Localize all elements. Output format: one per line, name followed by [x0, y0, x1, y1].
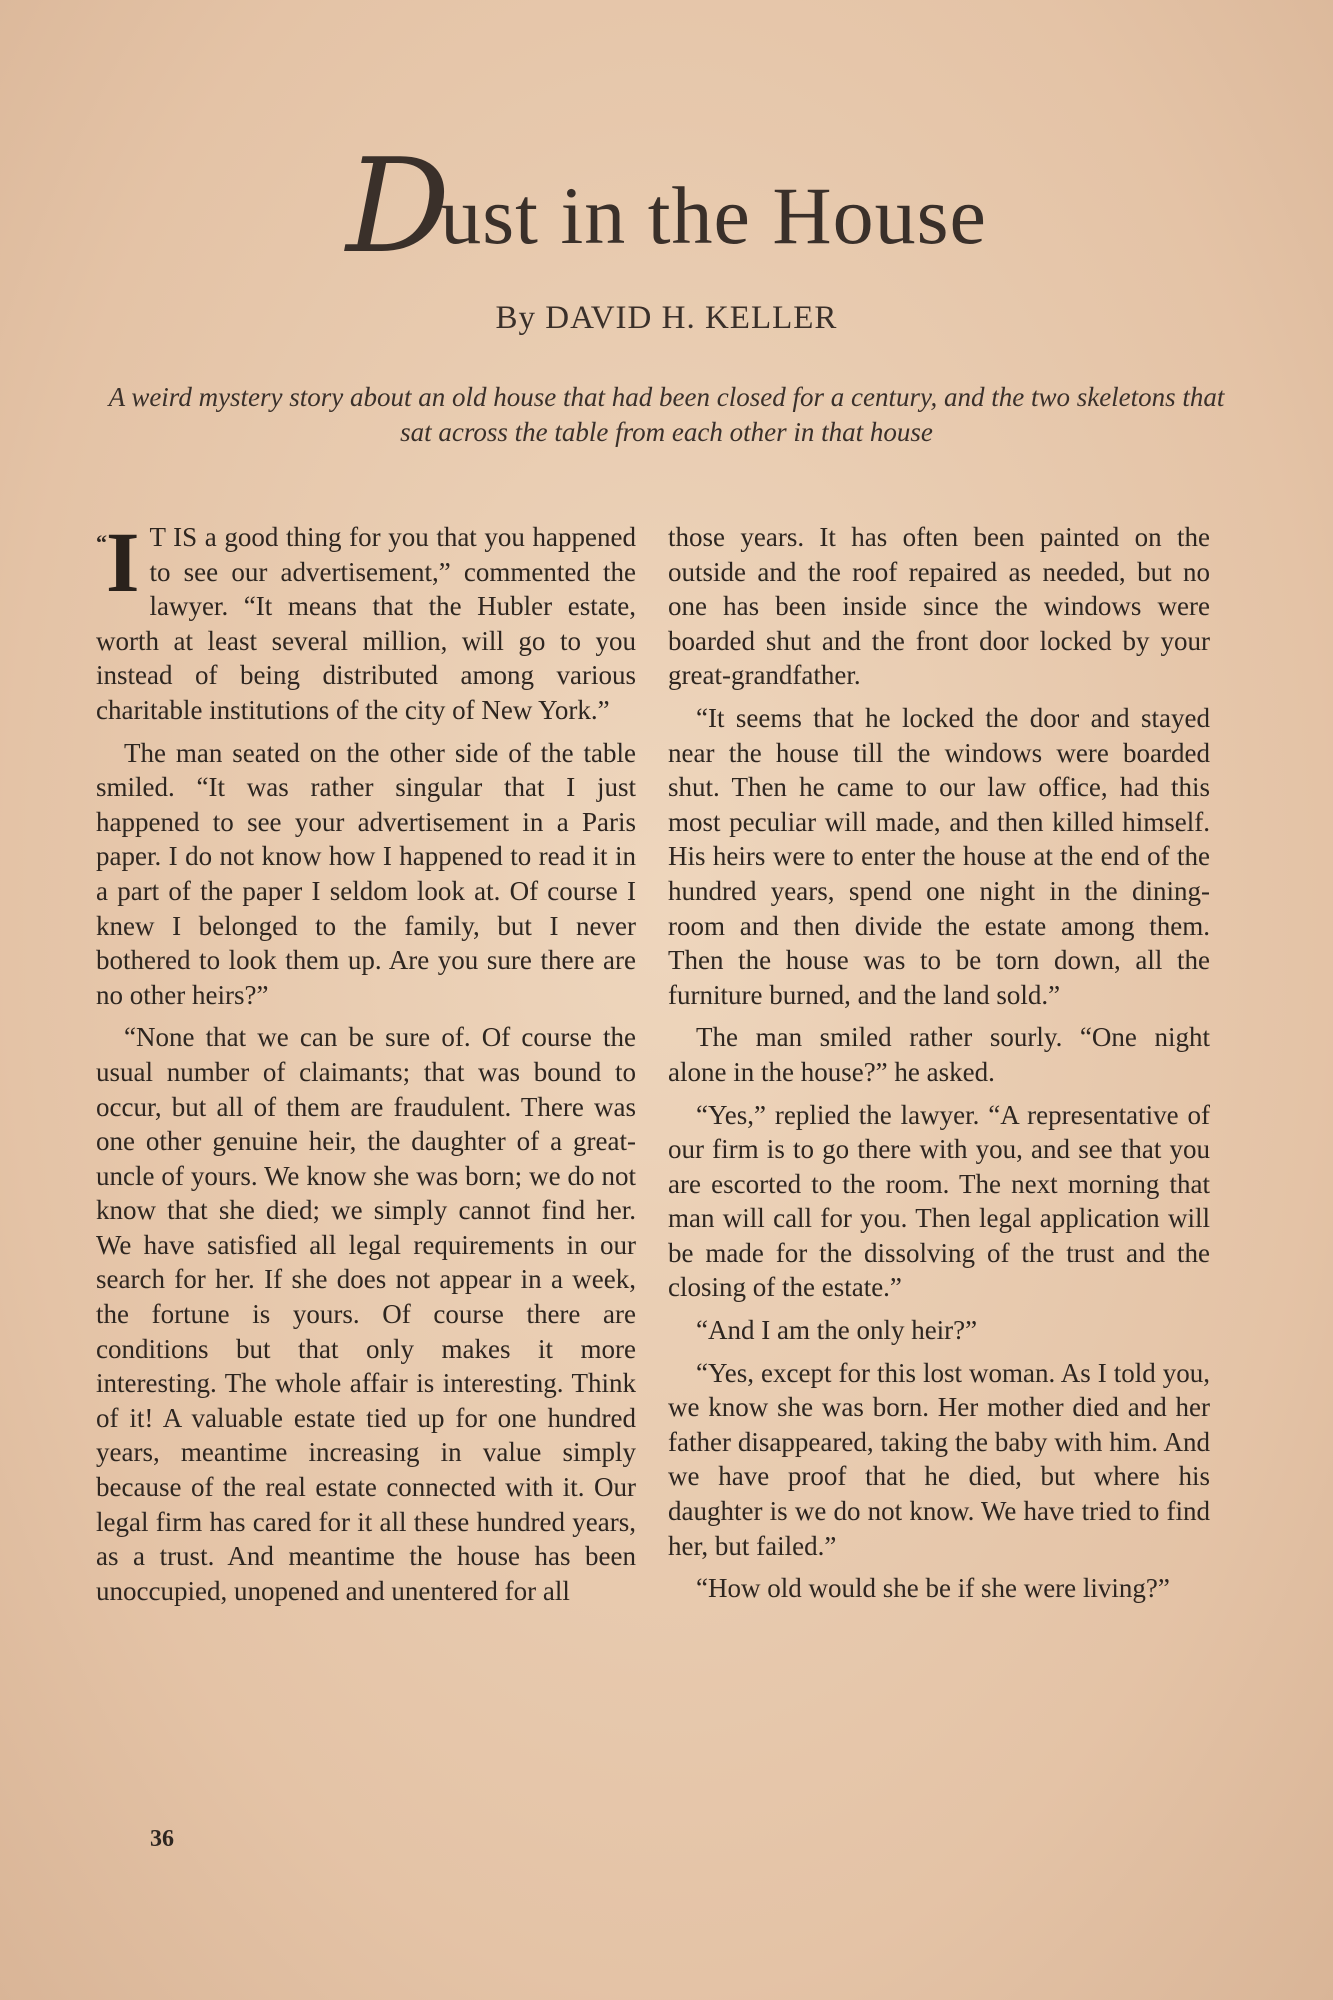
- paragraph: [96, 514, 636, 728]
- paragraph: The man seated on the other side of the table smiled. “It was rather singular that I just happened to see your advertisement in a Paris paper. I do not know how I happened to read it in a part of the paper I seldom look at. Of course I knew I belonged to the family, but I never bothered to look them up. Are you sure there are no other heirs?”: [96, 737, 636, 1010]
- paragraph: those years. It has often been painted on the outside and the roof repaired as needed, but no one has been inside since the windows were boarded shut and the front door locked by your great-grandfather.: [668, 522, 1210, 691]
- paragraph: “None that we can be sure of. Of course the usual number of claimants; that was bound to occur, but all of them are fraudulent. There was one other genuine heir, the daughter of a great-uncle of yours. We know she was born; we do not know that she died; we simply cannot find her. We have satisfied all legal requirements in our search for her. If she does not appear in a week, the fortune is yours. Of course there are conditions but that only makes it more interesting. The whole affair is interesting. Think of it! A valuable estate tied up for one hundred years, meantime increasing in value simply because of the real estate connected with it. Our legal firm has cared for it all these hundred years, as a trust. And meantime the house has been unoccupied, unopened and unentered for all: [96, 1022, 636, 1606]
- paragraph: “How old would she be if she were living?”: [696, 1573, 1170, 1604]
- byline: By DAVID H. KELLER: [495, 300, 838, 336]
- page-number: 36: [150, 1826, 174, 1852]
- story-title: [0, 130, 1333, 282]
- opening-quote-mark: “: [96, 530, 107, 555]
- title-initial: D: [346, 130, 451, 282]
- paragraph: “And I am the only heir?”: [696, 1315, 978, 1346]
- paragraph: The man smiled rather sourly. “One night alone in the house?” he asked.: [668, 1022, 1210, 1087]
- paragraph: “It seems that he locked the door and stayed near the house till the windows were boarded shut. Then he came to our law office, had this most peculiar will made, and then killed himself. His heirs were to enter the house at the end of the hundred years, spend one night in the dining-room and then divide the estate among them. Then the house was to be torn down, all the furniture burned, and the land sold.”: [668, 702, 1210, 1010]
- paragraph: “Yes,” replied the lawyer. “A representative of our firm is to go there with you, and see that you are escorted to the room. The next morning that man will call for you. Then legal application will be made for the dissolving of the trust and the closing of the estate.”: [668, 1099, 1210, 1303]
- left-column: [96, 514, 636, 1616]
- paragraph-text: T IS a good thing for you that you happened to see our advertisement,” commented the lawyer. “It means that the Hubler estate, worth at least several million, will go to you instead of being distributed among various charitable institutions of the city of New York.”: [96, 522, 636, 725]
- right-column: [668, 520, 1210, 1614]
- paragraph: “Yes, except for this lost woman. As I told you, we know she was born. Her mother died and her father disappeared, taking the baby with him. And we have proof that he died, but where his daughter is we do not know. We have tried to find her, but failed.”: [668, 1357, 1210, 1561]
- title-rest: ust in the House: [440, 170, 987, 261]
- story-subtitle: A weird mystery story about an old house that had been closed for a century, and the two skeletons that sat across the table from each other in that house: [108, 382, 1225, 447]
- drop-cap: I: [106, 514, 140, 610]
